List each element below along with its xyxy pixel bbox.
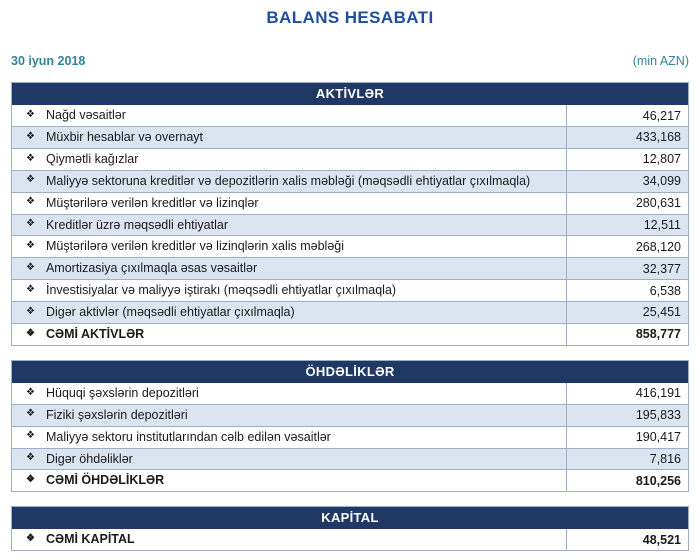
- page-title: BALANS HESABATI: [266, 8, 434, 27]
- table-row: [12, 148, 688, 170]
- row-value: 858,777: [566, 324, 688, 345]
- row-value: 7,816: [566, 449, 688, 470]
- row-value: 280,631: [566, 193, 688, 214]
- diamond-bullet-icon: ❖: [26, 327, 35, 339]
- row-label: Fiziki şəxslərin depozitləri: [45, 407, 188, 422]
- diamond-bullet-icon: ❖: [26, 130, 35, 142]
- row-value: 12,511: [566, 215, 688, 236]
- row-value: 433,168: [566, 127, 688, 148]
- table-row: [12, 404, 688, 426]
- diamond-bullet-icon: ❖: [26, 408, 35, 420]
- row-label: Hüquqi şəxslərin depozitləri: [45, 385, 199, 400]
- diamond-bullet-icon: ❖: [26, 283, 35, 295]
- report-date: 30 iyun 2018: [11, 54, 86, 68]
- diamond-bullet-icon: ❖: [26, 240, 35, 252]
- row-value: 195,833: [566, 405, 688, 426]
- section-capital: [11, 506, 689, 551]
- table-row: [12, 257, 688, 279]
- row-label: Nağd vəsaitlər: [45, 108, 126, 123]
- section-header-liabilities: ÖHDƏLİKLƏR: [12, 361, 688, 383]
- diamond-bullet-icon: ❖: [26, 152, 35, 164]
- table-row: [12, 105, 688, 126]
- diamond-bullet-icon: ❖: [26, 174, 35, 186]
- diamond-bullet-icon: ❖: [26, 474, 35, 486]
- diamond-bullet-icon: ❖: [26, 305, 35, 317]
- row-label: Amortizasiya çıxılmaqla əsas vəsaitlər: [45, 261, 258, 276]
- row-value: 810,256: [566, 470, 688, 491]
- table-row: [12, 192, 688, 214]
- table-row: [12, 448, 688, 470]
- table-row: [12, 170, 688, 192]
- row-value: 25,451: [566, 302, 688, 323]
- table-row-total: [12, 469, 688, 491]
- section-liabilities: [11, 360, 689, 493]
- row-label: Maliyyə sektoruna kreditlər və depozitlərin xalis məbləği (məqsədli ehtiyatlar çıxılmaqla): [45, 173, 531, 188]
- diamond-bullet-icon: ❖: [26, 261, 35, 273]
- row-label: Digər öhdəliklər: [45, 451, 133, 466]
- table-row: [12, 301, 688, 323]
- row-label: Müxbir hesablar və overnayt: [45, 130, 203, 144]
- diamond-bullet-icon: ❖: [26, 196, 35, 208]
- row-label: İnvestisiyalar və maliyyə iştirakı (məqsədli ehtiyatlar çıxılmaqla): [45, 283, 397, 298]
- row-value: 12,807: [566, 149, 688, 170]
- row-value: 268,120: [566, 236, 688, 257]
- row-value: 416,191: [566, 383, 688, 404]
- row-label: Digər aktivlər (məqsədli ehtiyatlar çıxılmaqla): [45, 305, 295, 319]
- table-row: [12, 383, 688, 404]
- diamond-bullet-icon: ❖: [26, 452, 35, 464]
- row-value: 34,099: [566, 171, 688, 192]
- row-label: CƏMİ KAPİTAL: [45, 532, 135, 547]
- row-value: 190,417: [566, 427, 688, 448]
- diamond-bullet-icon: ❖: [26, 386, 35, 398]
- section-header-assets: AKTİVLƏR: [12, 83, 688, 105]
- row-label: CƏMİ AKTİVLƏR: [45, 326, 145, 341]
- section-header-capital: KAPİTAL: [12, 507, 688, 529]
- meta-row: [11, 54, 689, 68]
- diamond-bullet-icon: ❖: [26, 533, 35, 544]
- table-row: [12, 279, 688, 301]
- table-row: [12, 426, 688, 448]
- row-label: Qiymətli kağızlar: [45, 151, 139, 166]
- diamond-bullet-icon: ❖: [26, 218, 35, 230]
- table-row-total: [12, 323, 688, 345]
- table-row-total: [12, 529, 688, 550]
- row-label: CƏMİ ÖHDƏLİKLƏR: [45, 473, 165, 488]
- row-value: 32,377: [566, 258, 688, 279]
- row-label: Müştərilərə verilən kreditlər və lizinqlər: [45, 195, 259, 210]
- diamond-bullet-icon: ❖: [26, 108, 35, 120]
- section-assets: [11, 82, 689, 346]
- row-label: Kreditlər üzrə məqsədli ehtiyatlar: [45, 217, 228, 232]
- row-value: 48,521: [566, 529, 688, 550]
- currency-unit: (min AZN): [632, 54, 689, 68]
- row-label: Müştərilərə verilən kreditlər və lizinqlərin xalis məbləği: [45, 239, 344, 254]
- row-value: 46,217: [566, 105, 688, 126]
- table-row: [12, 126, 688, 148]
- row-value: 6,538: [566, 280, 688, 301]
- table-row: [12, 214, 688, 236]
- diamond-bullet-icon: ❖: [26, 430, 35, 442]
- table-row: [12, 235, 688, 257]
- row-label: Maliyyə sektoru institutlarından cəlb edilən vəsaitlər: [45, 429, 331, 444]
